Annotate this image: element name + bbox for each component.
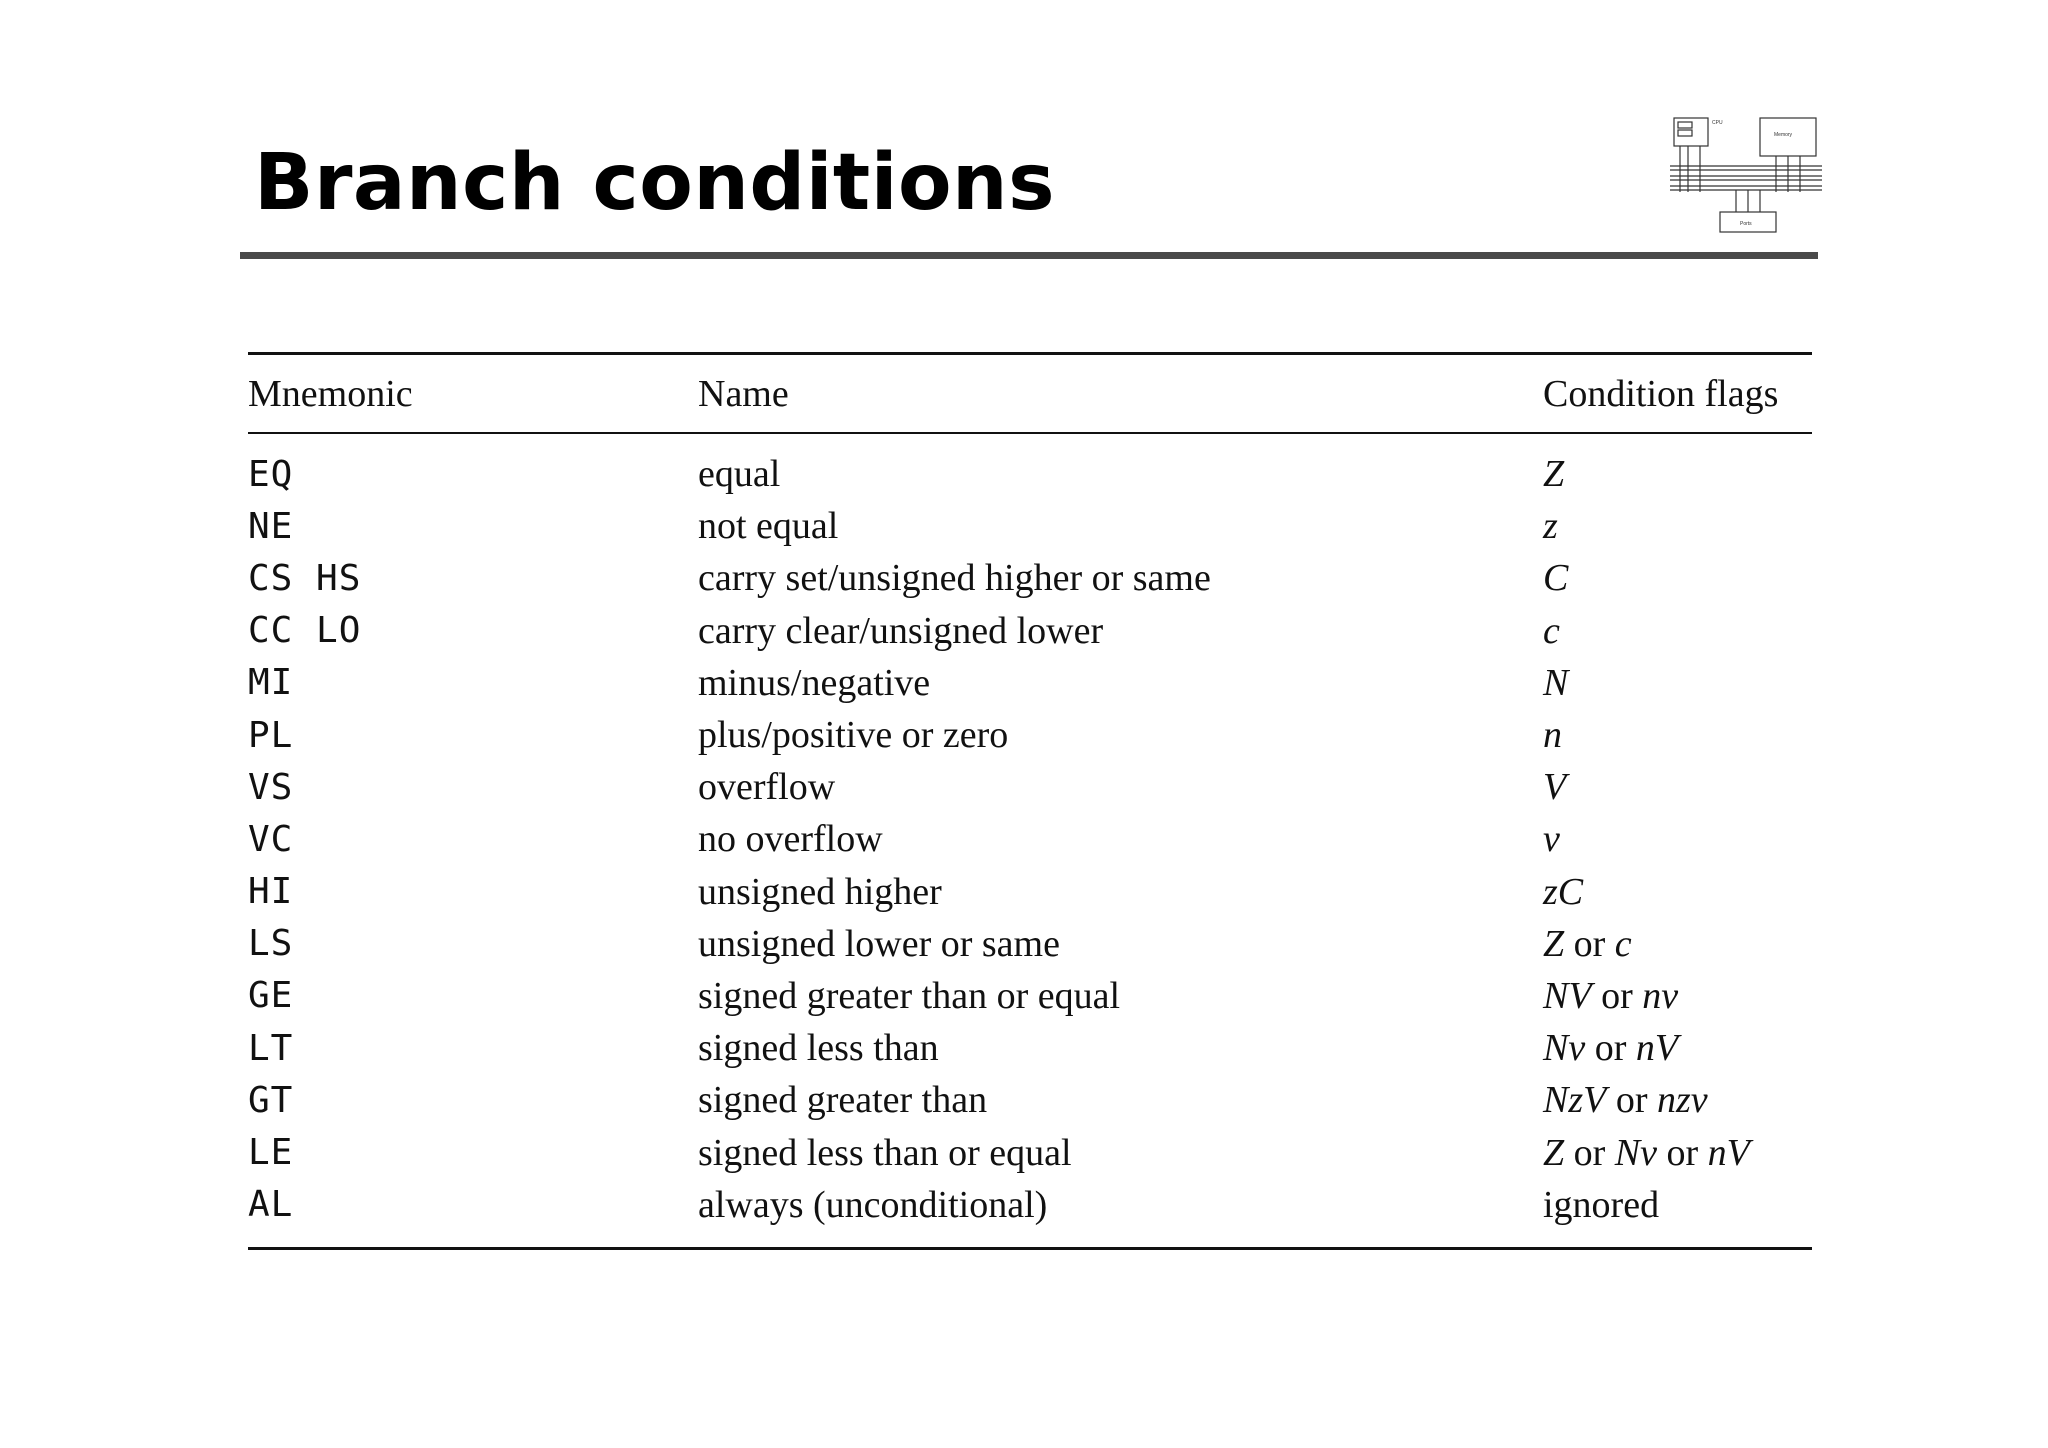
flag-connector: or xyxy=(1564,922,1615,965)
cell-condition-flags xyxy=(1543,1026,1812,1070)
flag-term: zC xyxy=(1543,870,1584,913)
table-row xyxy=(248,657,1812,709)
flag-connector: ignored xyxy=(1543,1183,1660,1226)
cell-name: unsigned lower or same xyxy=(698,922,1060,965)
cell-condition-flags xyxy=(1543,765,1812,809)
flag-connector: or xyxy=(1585,1027,1636,1070)
cell-condition-flags xyxy=(1543,922,1812,966)
table-row xyxy=(248,1126,1812,1178)
flag-term: z xyxy=(1543,505,1558,548)
table-body xyxy=(248,434,1812,1247)
cell-mnemonic: LE xyxy=(248,1132,294,1174)
flag-term: Nv xyxy=(1543,1027,1586,1070)
table-row xyxy=(248,605,1812,657)
flag-term: c xyxy=(1543,609,1560,652)
flag-term: N xyxy=(1543,661,1569,704)
table-row xyxy=(248,866,1812,918)
cell-name: equal xyxy=(698,453,781,496)
header-mnemonic: Mnemonic xyxy=(248,372,413,415)
table-row xyxy=(248,761,1812,813)
cell-name: signed greater than or equal xyxy=(698,974,1121,1017)
cell-name: signed greater than xyxy=(698,1079,988,1122)
table-header-row xyxy=(248,355,1812,432)
cell-mnemonic: GE xyxy=(248,975,294,1017)
flag-term: nV xyxy=(1707,1131,1750,1174)
flag-term: n xyxy=(1543,714,1562,757)
cell-name: signed less than xyxy=(698,1027,939,1070)
branch-conditions-table xyxy=(248,352,1812,1250)
logo-label-cpu: CPU xyxy=(1712,120,1723,126)
cell-condition-flags xyxy=(1543,1183,1812,1227)
table-row xyxy=(248,970,1812,1022)
cell-mnemonic: VS xyxy=(248,766,294,808)
logo-label-ports: Ports xyxy=(1740,221,1752,227)
computer-architecture-diagram-icon xyxy=(1664,112,1824,236)
cell-name: carry set/unsigned higher or same xyxy=(698,557,1211,600)
flag-term: Z xyxy=(1543,453,1565,496)
flag-term: Z xyxy=(1543,1131,1565,1174)
cell-name: not equal xyxy=(698,505,839,548)
table-row xyxy=(248,918,1812,970)
cell-mnemonic: CS HS xyxy=(248,557,362,599)
flag-connector: or xyxy=(1606,1079,1658,1122)
table-row xyxy=(248,1022,1812,1074)
cell-mnemonic: PL xyxy=(248,714,294,756)
cell-mnemonic: MI xyxy=(248,662,294,704)
logo-label-memory: Memory xyxy=(1774,132,1793,138)
cell-mnemonic: LS xyxy=(248,923,294,965)
cell-mnemonic: CC LO xyxy=(248,610,362,652)
cell-name: unsigned higher xyxy=(698,870,942,913)
table-row xyxy=(248,500,1812,552)
table-row xyxy=(248,1074,1812,1126)
cell-condition-flags xyxy=(1543,713,1812,757)
flag-term: Nv xyxy=(1614,1131,1658,1174)
cell-name: signed less than or equal xyxy=(698,1131,1072,1174)
cell-condition-flags xyxy=(1543,609,1812,653)
header-name: Name xyxy=(698,372,789,415)
slide-title: Branch conditions xyxy=(254,138,1055,228)
cell-condition-flags xyxy=(1543,817,1812,861)
flag-term: v xyxy=(1543,818,1560,861)
table-row xyxy=(248,813,1812,865)
flag-connector: or xyxy=(1564,1131,1615,1174)
flag-term: c xyxy=(1614,922,1632,965)
cell-mnemonic: EQ xyxy=(248,453,294,495)
flag-connector: or xyxy=(1657,1131,1708,1174)
cell-mnemonic: NE xyxy=(248,505,294,547)
header-condition-flags: Condition flags xyxy=(1543,372,1779,415)
flag-term: V xyxy=(1543,766,1567,809)
cell-condition-flags xyxy=(1543,556,1812,600)
table-row xyxy=(248,709,1812,761)
cell-condition-flags xyxy=(1543,1078,1812,1122)
table-row xyxy=(248,1179,1812,1231)
cell-condition-flags xyxy=(1543,1131,1812,1175)
flag-term: nzv xyxy=(1657,1079,1708,1122)
cell-condition-flags xyxy=(1543,661,1812,705)
cell-condition-flags xyxy=(1543,504,1812,548)
cell-name: plus/positive or zero xyxy=(698,714,1009,757)
title-underline xyxy=(240,252,1818,259)
flag-connector: or xyxy=(1591,974,1643,1017)
cell-name: overflow xyxy=(698,766,836,809)
cell-condition-flags xyxy=(1543,870,1812,914)
cell-mnemonic: GT xyxy=(248,1079,294,1121)
flag-term: nv xyxy=(1642,974,1679,1017)
cell-mnemonic: LT xyxy=(248,1027,294,1069)
flag-term: nV xyxy=(1635,1027,1679,1070)
cell-name: carry clear/unsigned lower xyxy=(698,609,1104,652)
flag-term: C xyxy=(1543,557,1569,600)
flag-term: NzV xyxy=(1543,1079,1607,1122)
cell-condition-flags xyxy=(1543,452,1812,496)
cell-mnemonic: AL xyxy=(248,1184,294,1226)
flag-term: NV xyxy=(1543,974,1592,1017)
table-row xyxy=(248,448,1812,500)
cell-name: always (unconditional) xyxy=(698,1183,1048,1226)
cell-mnemonic: VC xyxy=(248,818,294,860)
flag-term: Z xyxy=(1543,922,1565,965)
cell-name: no overflow xyxy=(698,818,883,861)
table-bottom-rule xyxy=(248,1247,1812,1250)
cell-condition-flags xyxy=(1543,974,1812,1018)
table-row xyxy=(248,552,1812,604)
cell-name: minus/negative xyxy=(698,661,931,704)
cell-mnemonic: HI xyxy=(248,871,294,913)
